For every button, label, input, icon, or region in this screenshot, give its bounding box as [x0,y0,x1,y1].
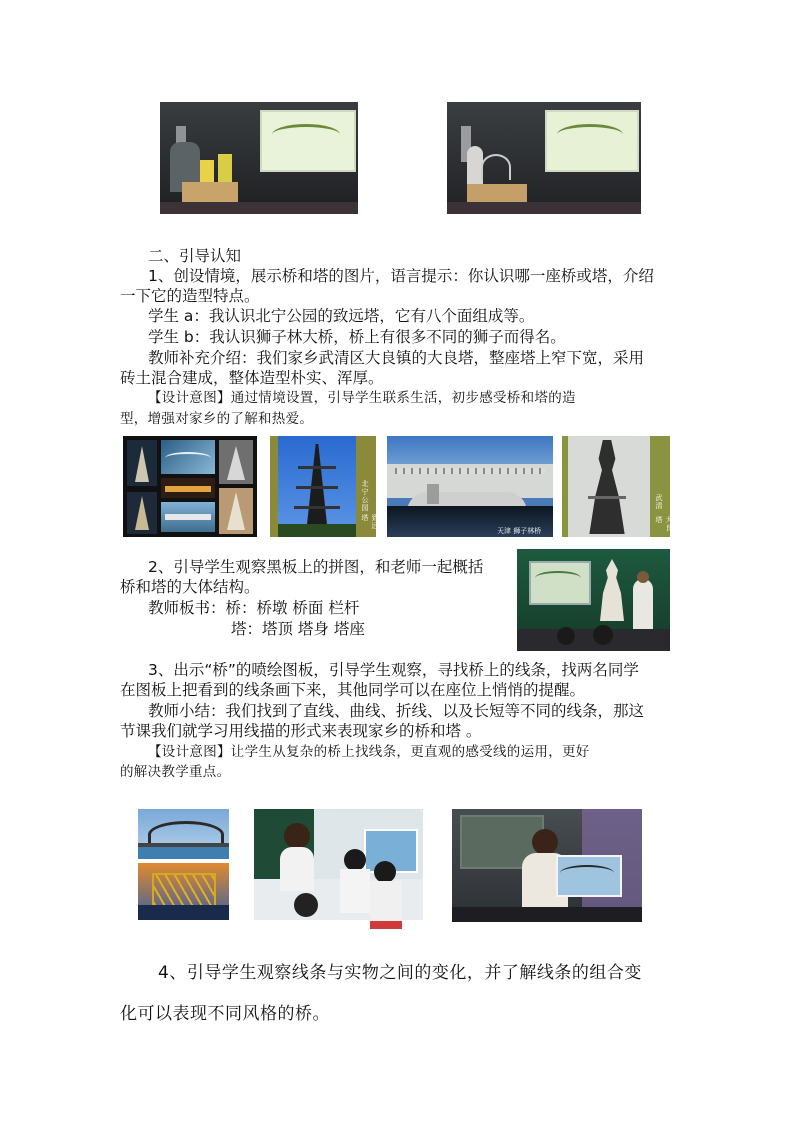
daliang-tower-photo [562,436,673,537]
teacher-students-photo [254,809,423,920]
caption-zhiyuan-tower: 致远塔 [361,514,379,530]
blackboard-photo [517,549,670,651]
student-b-text: 学生 b：我认识狮子林大桥，桥上有很多不同的狮子而得名。 [148,328,566,346]
lion-forest-bridge-photo [387,436,553,537]
paragraph-2-line-1: 2、引导学生观察黑板上的拼图，和老师一起概括 [148,558,484,576]
summary-line-2: 节课我们就学习用线描的形式来表现家乡的桥和塔 。 [120,722,482,740]
design-intent-2-line-1: 【设计意图】让学生从复杂的桥上找线条，更直观的感受线的运用，更好 [148,744,590,760]
caption-lion-bridge: 天津 狮子林桥 [497,527,542,535]
teacher-intro-line-1: 教师补充介绍：我们家乡武清区大良镇的大良塔，整座塔上窄下宽，采用 [148,349,645,367]
collage-photo [123,436,257,537]
student-a-text: 学生 a：我认识北宁公园的致远塔，它有八个面组成等。 [148,307,535,325]
classroom-photo-1 [160,102,358,214]
paragraph-1-line-2: 一下它的造型特点。 [120,287,260,305]
board-tower: 塔：塔顶 塔身 塔座 [231,620,365,638]
classroom-photo-2 [447,102,641,214]
board-bridge: 教师板书：桥：桥墩 桥面 栏杆 [148,599,360,617]
paragraph-2-line-2: 桥和塔的大体结构。 [120,578,260,596]
design-intent-1-line-1: 【设计意图】通过情境设置，引导学生联系生活，初步感受桥和塔的造 [148,390,576,406]
caption-wuqing: 武清 [655,494,663,510]
paragraph-4-line-1: 4、引导学生观察线条与实物之间的变化，并了解线条的组合变 [158,963,642,983]
design-intent-1-line-2: 型，增强对家乡的了解和热爱。 [120,411,314,427]
zhiyuan-tower-photo [270,436,379,537]
paragraph-3-line-2: 在图板上把看到的线条画下来，其他同学可以在座位上悄悄的提醒。 [120,681,586,699]
bridges-photo [138,809,229,920]
paragraph-1-line-1: 1、创设情境，展示桥和塔的图片，语言提示：你认识哪一座桥或塔，介绍 [148,267,654,285]
teacher-board-photo [452,809,642,922]
teacher-intro-line-2: 砖土混合建成，整体造型朴实、浑厚。 [120,369,384,387]
caption-park: 北宁公园 [361,480,369,512]
summary-line-1: 教师小结：我们找到了直线、曲线、折线、以及长短等不同的线条，那这 [148,702,645,720]
paragraph-3-line-1: 3、出示“桥”的喷绘图板，引导学生观察，寻找桥上的线条，找两名同学 [148,661,639,679]
paragraph-4-line-2: 化可以表现不同风格的桥。 [120,1004,330,1024]
caption-daliang-tower: 大良塔 [655,516,673,532]
design-intent-2-line-2: 的解决教学重点。 [120,764,231,780]
section-heading: 二、引导认知 [148,247,242,265]
